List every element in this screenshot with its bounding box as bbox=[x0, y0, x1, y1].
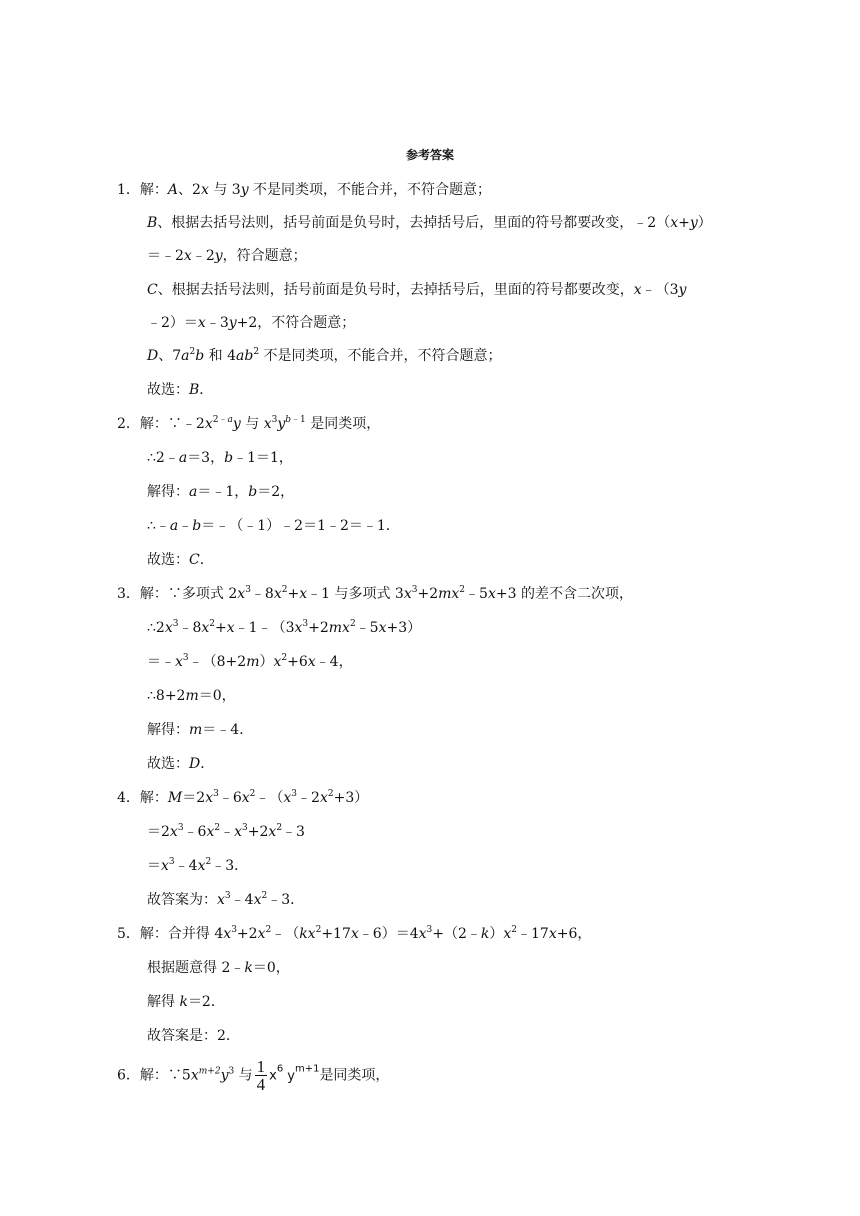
q5-line-3: 解得 k＝2． bbox=[147, 994, 225, 1010]
q4-line-2: $=2x^3﹣6x^2﹣x^3+2x^2﹣3$ bbox=[147, 823, 305, 840]
q1-line-2: B、根据去括号法则，括号前面是负号时，去掉括号后，里面的符号都要改变，﹣2（x+y） bbox=[147, 215, 712, 231]
q1-line-5: ﹣2）＝x﹣3y+2，不符合题意； bbox=[147, 315, 356, 331]
q4-line-3: $=x^3﹣4x^2﹣3$． bbox=[147, 857, 249, 874]
q2-line-5: 故选：C． bbox=[147, 552, 214, 568]
q4-line-1: 4．解：$M=2x^3﹣6x^2﹣(x^3﹣2x^2+3)$ bbox=[117, 789, 369, 806]
q3-line-6: 故选：D． bbox=[147, 756, 215, 772]
q1-line-3: ＝﹣2x﹣2y，符合题意； bbox=[147, 248, 307, 264]
q2-line-3: 解得：a＝﹣1，b＝2， bbox=[147, 484, 295, 500]
page-title: 参考答案 bbox=[405, 148, 454, 162]
fraction-one-quarter: $\frac{1}{4}$ bbox=[256, 1057, 266, 1094]
q2-line-1: 2．解：$\because﹣2x^{2﹣a}y$ 与 $x^3y^{b﹣1}$ 是同类项， bbox=[117, 415, 381, 432]
q1-line-7: 故选：B． bbox=[147, 382, 214, 398]
q2-line-4: ∴﹣a﹣b＝﹣（﹣1）﹣2＝1﹣2＝﹣1． bbox=[147, 518, 400, 534]
q5-line-4: 故答案是：2． bbox=[147, 1028, 240, 1044]
q3-line-2: $\therefore 2x^3﹣8x^2+x﹣1﹣(3x^3+2mx^2﹣5x+3)$ bbox=[147, 619, 422, 636]
q1-line-1: 1．解：A、2x 与 3y 不是同类项，不能合并，不符合题意； bbox=[117, 182, 492, 198]
q3-line-3: $=﹣x^3﹣(8+2m)x^2+6x﹣4$， bbox=[147, 653, 353, 670]
q5-line-2: 根据题意得 2﹣k＝0， bbox=[147, 960, 290, 976]
q3-line-1: 3．解：∵多项式 $2x^3﹣8x^2+x﹣1$ 与多项式 $3x^3+2mx^2﹣5x+3$ 的差不含二次项， bbox=[117, 585, 633, 602]
q3-line-5: 解得：m＝﹣4． bbox=[147, 722, 254, 738]
q2-line-2: ∴2﹣a＝3，b﹣1＝1， bbox=[147, 450, 293, 466]
q5-line-1: 5．解：合并得 $4x^3+2x^2﹣(kx^2+17x﹣6)=4x^3+(2﹣k)x^2﹣17x+6$， bbox=[117, 925, 592, 942]
q3-line-4: ∴8+2m＝0， bbox=[147, 688, 236, 704]
q6-line-1: 6．解：$\because 5x^{m+2}y^3$ 与 $\frac{1}{4}$ $x^6$ $y^{m+1}$是同类项， bbox=[117, 1057, 390, 1094]
q1-line-4: C、根据去括号法则，括号前面是负号时，去掉括号后，里面的符号都要改变，x﹣（3y bbox=[147, 282, 687, 298]
q4-line-4: 故答案为：$x^3﹣4x^2﹣3$． bbox=[147, 891, 305, 908]
q1-line-6: D、$7a^2b$ 和 $4ab^2$ 不是同类项，不能合并，不符合题意； bbox=[147, 347, 502, 364]
